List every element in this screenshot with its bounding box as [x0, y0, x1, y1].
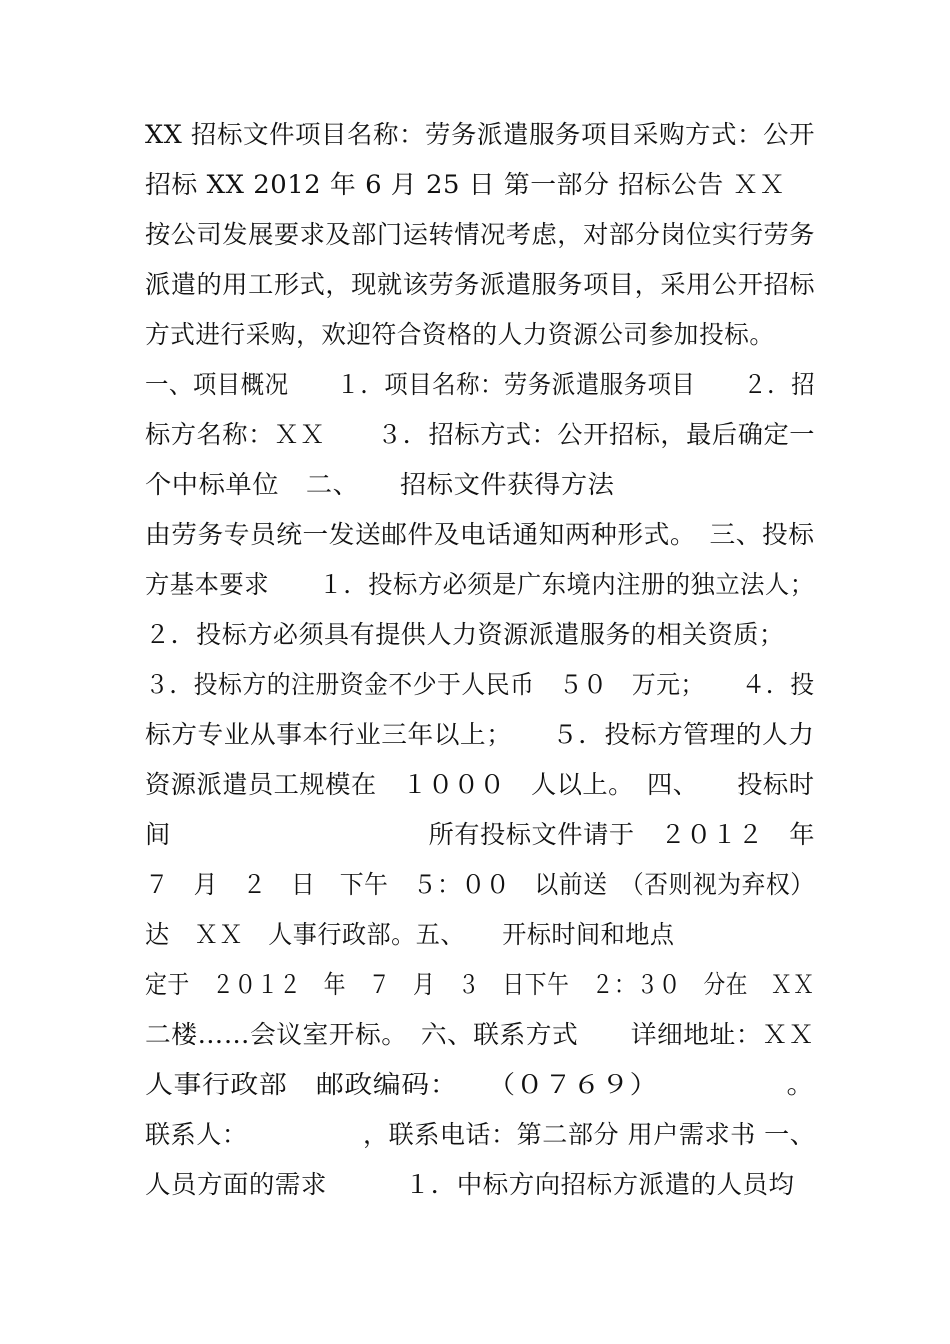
text-line: 间 所有投标文件请于 ２０１２ 年 [145, 820, 816, 849]
text-line: 人员方面的需求 １．中标方向招标方派遣的人员均 [145, 1170, 795, 1199]
text-line: 定于 ２０１２ 年 ７ 月 ３ 日下午 ２：３０ 分在 ＸＸ [145, 970, 816, 999]
text-line: 派遣的用工形式，现就该劳务派遣服务项目，采用公开招标 [145, 270, 816, 299]
text-line: 招标 XX 2012 年 6 月 25 日 第一部分 招标公告 ＸＸ [145, 170, 786, 199]
text-line: 二楼……会议室开标。 六、联系方式 详细地址：ＸＸ [145, 1020, 815, 1049]
text-line: 标方专业从事本行业三年以上； ５．投标方管理的人力 [145, 720, 815, 749]
text-line: XX 招标文件项目名称：劳务派遣服务项目采购方式：公开 [145, 120, 816, 149]
text-line: 人事行政部 邮政编码： （０７６９） 。 [145, 1070, 816, 1099]
text-line: 按公司发展要求及部门运转情况考虑，对部分岗位实行劳务 [145, 220, 816, 249]
text-line: 一、项目概况 １．项目名称：劳务派遣服务项目 ２．招 [145, 370, 816, 399]
text-line: ２．投标方必须具有提供人力资源派遣服务的相关资质； [145, 620, 785, 649]
text-line: ７ 月 ２ 日 下午 ５：００ 以前送 （否则视为弃权） [145, 870, 815, 899]
text-line: 联系人： ，联系电话：第二部分 用户需求书 一、 [145, 1120, 816, 1149]
text-line: 个中标单位 二、 招标文件获得方法 [145, 470, 615, 499]
text-line: 达 ＸＸ 人事行政部。五、 开标时间和地点 [145, 920, 675, 949]
text-line: 方式进行采购，欢迎符合资格的人力资源公司参加投标。 [145, 320, 775, 349]
text-line: 由劳务专员统一发送邮件及电话通知两种形式。 三、投标 [145, 520, 815, 549]
text-line: 方基本要求 １．投标方必须是广东境内注册的独立法人； [145, 570, 815, 599]
text-line: 标方名称：ＸＸ ３．招标方式：公开招标，最后确定一 [145, 420, 816, 449]
text-line: 资源派遣员工规模在 １０００ 人以上。 四、 投标时 [145, 770, 815, 799]
text-line: ３．投标方的注册资金不少于人民币 ５０ 万元； ４．投 [145, 670, 815, 699]
